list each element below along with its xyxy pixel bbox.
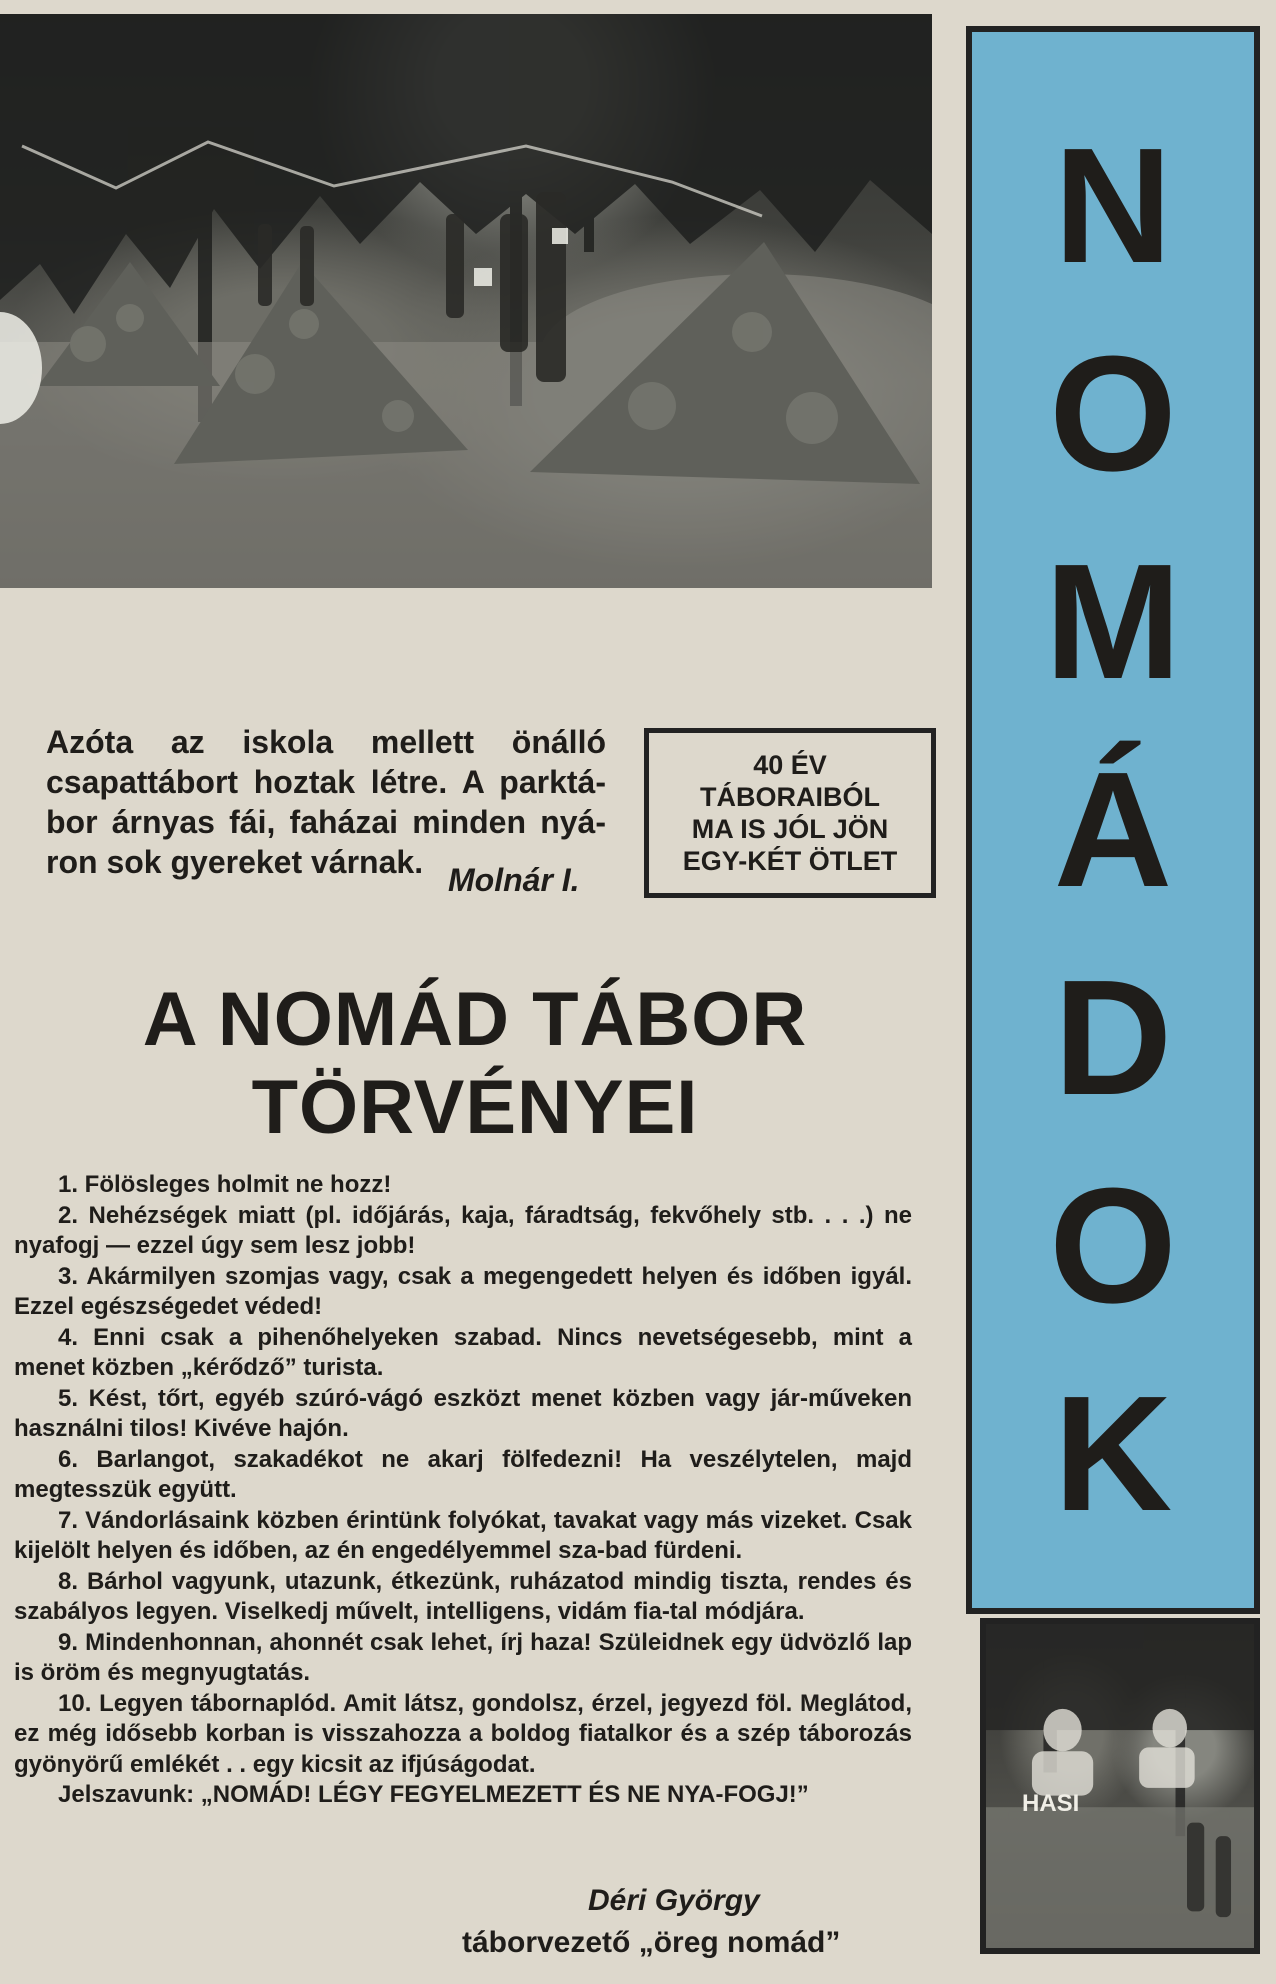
boxed-note-line-2: TÁBORAIBÓL <box>700 782 880 812</box>
rule-item: 4. Enni csak a pihenőhelyeken szabad. Nincs nevetségesebb, mint a menet közben „kérődző” turista. <box>14 1323 912 1381</box>
table-tennis-photo <box>980 1618 1260 1954</box>
sidebar-letter-o-second: O <box>1049 1154 1177 1337</box>
sidebar-letter-k: K <box>1053 1362 1173 1545</box>
page-title-line-1: A NOMÁD TÁBOR <box>142 977 808 1062</box>
rule-item: 6. Barlangot, szakadékot ne akarj fölfedezni! Ha veszélytelen, majd megtesszük együtt. <box>14 1445 912 1503</box>
page-title-line-2: TÖRVÉNYEI <box>251 1065 699 1150</box>
boxed-note-line-3: MA IS JÓL JÖN <box>691 814 889 844</box>
boxed-note-line-1: 40 ÉV <box>753 750 827 780</box>
signature-role: táborvezető „öreg nomád” <box>462 1926 841 1959</box>
rule-item: 2. Nehézségek miatt (pl. időjárás, kaja, fáradtság, fekvőhely stb. . . .) ne nyafogj — ezzel úgy sem lesz jobb! <box>14 1201 912 1259</box>
sidebar-letter-o: O <box>1049 322 1177 505</box>
campsite-photo <box>0 14 932 588</box>
rules-list <box>14 1170 912 1811</box>
rule-item: 1. Fölösleges holmit ne hozz! <box>58 1171 392 1198</box>
rule-item: 7. Vándorlásaink közben érintünk folyókat, tavakat vagy más vizeket. Csak kijelölt helyen és időben, az én engedélyemmel sza-bad fürdeni. <box>14 1506 912 1564</box>
sidebar-letter-d: D <box>1053 946 1173 1129</box>
intro-author: Molnár I. <box>448 862 580 898</box>
rule-item: 5. Kést, tőrt, egyéb szúró-vágó eszközt menet közben vagy jár-műveken használni tilos! Kivéve hajón. <box>14 1384 912 1442</box>
intro-paragraph: Azóta az iskola mellett önálló csapattábort hoztak létre. A parktá-bor árnyas fái, faházai minden nyá-ron sok gyereket várnak. <box>46 724 606 880</box>
nomadok-sidebar <box>966 26 1260 1614</box>
closing-motto: Jelszavunk: „NOMÁD! LÉGY FEGYELMEZETT ÉS NE NYA-FOGJ!” <box>58 1781 809 1808</box>
hasi-caption: HASI <box>1022 1790 1080 1817</box>
rule-item: 10. Legyen tábornaplód. Amit látsz, gondolsz, érzel, jegyezd föl. Meglátod, ez még idősebb korban is visszahozza a boldog fiatalkor és a szép táborozás gyönyörű emlékét . . egy kicsit az ifjúságodat. <box>14 1689 912 1778</box>
rule-item: 8. Bárhol vagyunk, utazunk, étkezünk, ruházatod mindig tiszta, rendes és szabályos legyen. Viselkedj művelt, intelligens, vidám fia-tal módjára. <box>14 1567 912 1625</box>
boxed-note-line-4: EGY-KÉT ÖTLET <box>682 846 898 876</box>
boxed-note <box>644 728 936 898</box>
rule-item: 3. Akármilyen szomjas vagy, csak a megengedett helyen és időben igyál. Ezzel egészségedet véded! <box>14 1262 912 1320</box>
sidebar-letter-m: M <box>1044 530 1182 713</box>
signature-name: Déri György <box>588 1884 760 1917</box>
sidebar-letter-n: N <box>1053 114 1173 297</box>
sidebar-letter-a-acute: Á <box>1053 738 1173 921</box>
rule-item: 9. Mindenhonnan, ahonnét csak lehet, írj haza! Szüleidnek egy üdvözlő lap is öröm és megnyugtatás. <box>14 1628 912 1686</box>
